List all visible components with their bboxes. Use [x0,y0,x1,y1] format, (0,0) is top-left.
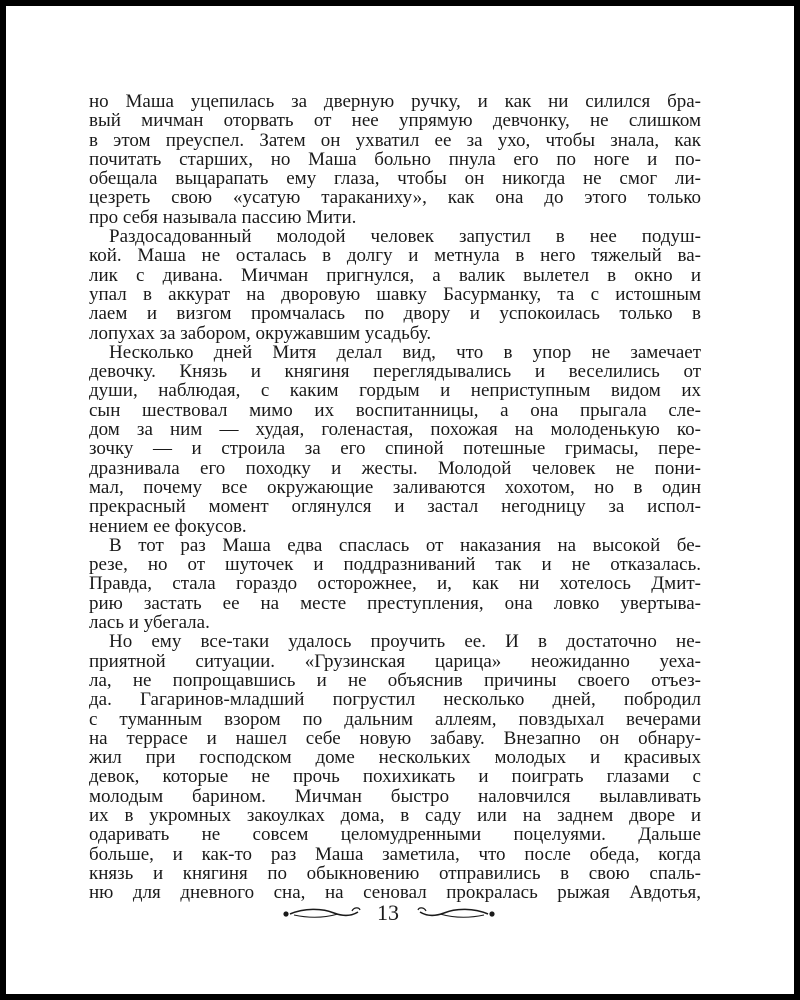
text-line: больше, и как-то раз Маша заметила, что после обеда, когда [89,843,701,865]
text-line: лась и убегала. [89,612,210,634]
text-line: дразнивала его походку и жесты. Молодой человек не пони- [89,457,701,479]
text-line: Раздосадованный молодой человек запустил в нее подуш- [109,226,701,248]
text-line: упал в аккурат на дворовую шавку Басурманку, та с истошным [89,283,701,305]
text-line: но Маша уцепилась за дверную ручку, и как ни силился бра- [89,91,701,112]
text-line: Правда, стала гораздо осторожнее, и, как ни хотелось Дмит- [89,573,701,595]
flourish-right-icon [416,904,496,922]
text-line: рию застать ее на месте преступления, она ловко увертыва- [89,592,701,614]
text-line: их в укромных закоулках дома, в саду или на заднем дворе и [89,804,701,826]
text-line: нением ее фокусов. [89,515,247,537]
text-line: лаем и визгом промчалась по двору и успокоилась только в [89,303,701,325]
text-line: кой. Маша не осталась в долгу и метнула в него тяжелый ва- [89,245,701,267]
text-line: Несколько дней Митя делал вид, что в упор не замечает [109,341,701,363]
page-footer [6,896,794,936]
text-line: ню для дневного сна, на сеновал прокралась рыжая Авдотья, [89,882,701,904]
text-line: В тот раз Маша едва спаслась от наказания на высокой бе- [109,534,701,556]
text-line: лик с дивана. Мичман пригнулся, а валик вылетел в окно и [89,264,701,286]
text-line: Но ему все-таки удалось проучить ее. И в достаточно не- [109,631,701,653]
text-line: на террасе и нашел себе новую забаву. Внезапно он обнару- [89,727,701,749]
text-line: жил при господском доме нескольких молодых и красивых [89,747,701,769]
text-line: прекрасный момент оглянулся и застал негодницу за испол- [89,496,701,518]
text-line: мал, почему все окружающие заливаются хохотом, но в один [89,476,701,498]
text-line: князь и княгиня по обыкновению отправились в свою спаль- [89,862,701,884]
text-line: почитать старших, но Маша больно пнула его по ноге и по- [89,148,701,170]
text-line: лопухах за забором, окружавшим усадьбу. [89,322,432,344]
text-line: обещала выцарапать ему глаза, чтобы он никогда не смог ли- [89,168,701,190]
text-line: в этом преуспел. Затем он ухватил ее за ухо, чтобы знала, как [89,129,701,151]
book-page [6,6,794,994]
text-line: девочку. Князь и княгиня переглядывались и веселились от [89,361,701,383]
flourish-left-icon [282,904,362,922]
text-line: резе, но от шуточек и поддразниваний так и не отказалась. [89,554,701,576]
text-line: ла, не попрощавшись и не объяснив причины своего отъез- [89,669,701,691]
text-line: девок, которые не прочь похихикать и поиграть глазами с [89,766,701,788]
text-line: молодым барином. Мичман быстро наловчился вылавливать [89,785,701,807]
text-line: сын шествовал мимо их воспитанницы, а она прыгала сле- [89,399,701,421]
text-line: вый мичман оторвать от нее упрямую девчонку, не слишком [89,110,701,132]
text-line: цезреть свою «усатую тараканиху», как она до этого только [89,187,701,209]
text-line: с туманным взором по дальним аллеям, повздыхал вечерами [89,708,701,730]
text-line: дом за ним — худая, голенастая, похожая на молоденькую ко- [89,419,701,441]
text-line: одаривать не совсем целомудренными поцелуями. Дальше [89,824,701,846]
text-line: зочку — и строила за его спиной потешные гримасы, пере- [89,438,701,460]
body-text [89,92,701,902]
text-line: да. Гагаринов-младший погрустил несколько дней, побродил [89,689,701,711]
page-number: 13 [377,900,399,925]
text-line: души, наблюдая, с каким гордым и неприступным видом их [89,380,701,402]
text-line: приятной ситуации. «Грузинская царица» неожиданно уеха- [89,650,701,672]
text-line: про себя называла пассию Мити. [89,206,357,228]
